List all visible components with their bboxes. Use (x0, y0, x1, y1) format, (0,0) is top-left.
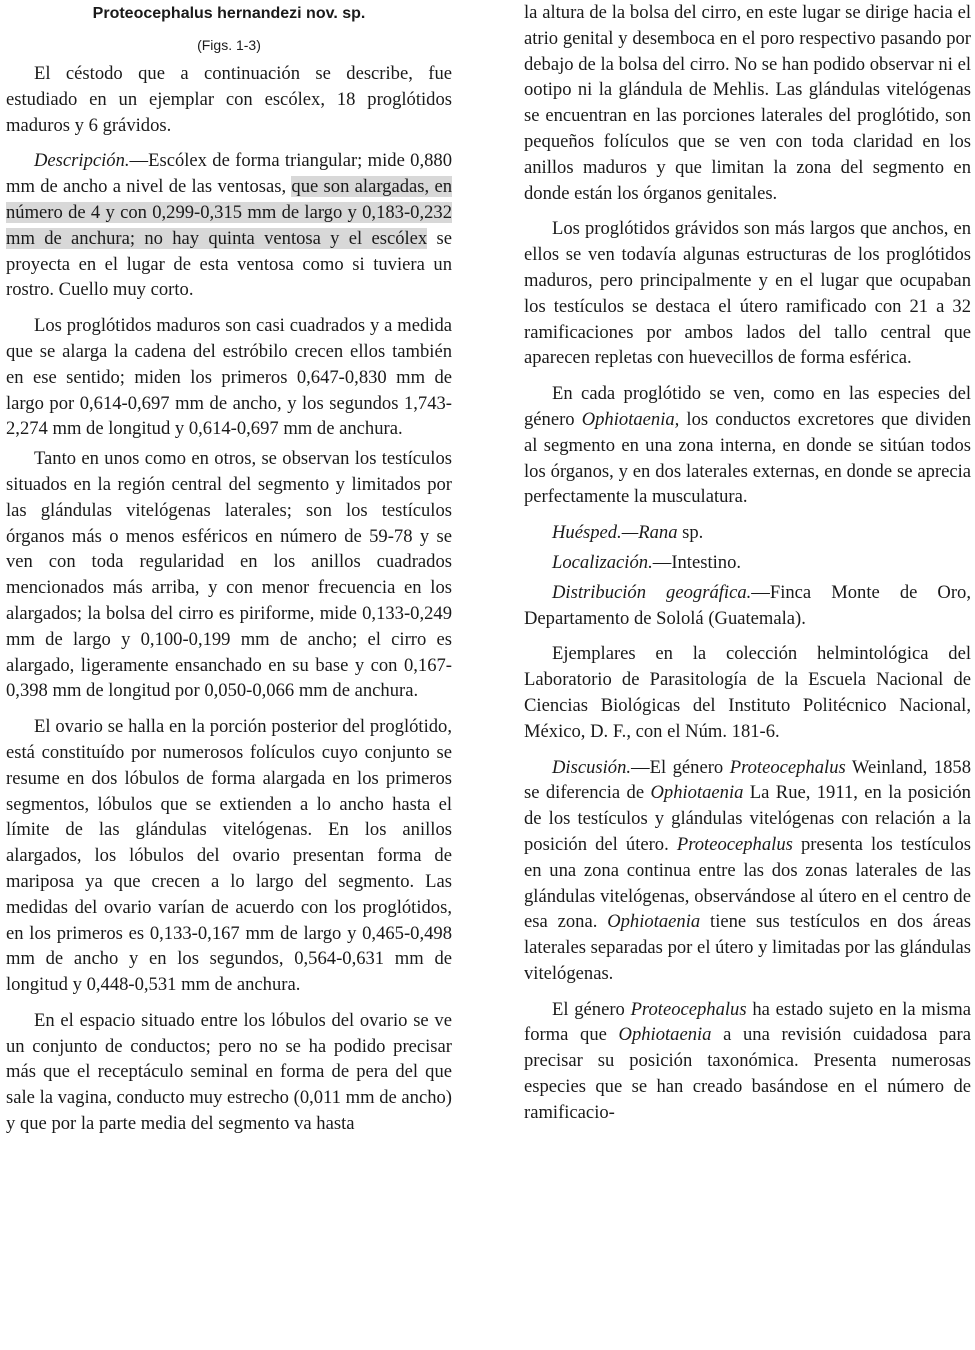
location-line (524, 550, 971, 576)
right-column (524, 0, 971, 1136)
discussion-text: tiene sus testículos en dos áreas laterales separadas por el útero y limitadas por las glándulas vitelógenas. (524, 911, 971, 984)
genus-name: Ophiotaenia (650, 782, 744, 804)
discussion-text: Weinland, 1858 se diferencia de (524, 756, 971, 804)
ovary-paragraph: El ovario se halla en la porción posterior del proglótido, está constituído por numerosos folículos cuyo conjunto se resume en dos lóbulos de forma alargada en los primeros segmentos, lóbulos que se extienden a lo ancho hasta el límite de las glándulas vitelógenas. En los anillos alargados, los lóbulos del ovario presentan forma de mariposa ya que crecen a lo largo del segmento. Las medidas del ovario varían de acuerdo con los proglótidos, en los primeros es 0,133-0,167 mm de largo y 0,465-0,498 mm de ancho y en los segundos, 0,564-0,631 mm de longitud y 0,448-0,531 mm de anchura. (6, 716, 452, 996)
genus-name: Proteocephalus (676, 833, 793, 855)
genus-name: Ophiotaenia (607, 911, 701, 933)
description-text-highlighted: que son alargadas, en número de 4 y con 0,299-0,315 mm de largo y 0,183-0,232 mm de anchura; no hay quinta ventosa y el escólex (6, 176, 452, 249)
testicles-paragraph: Tanto en unos como en otros, se observan los testículos situados en la región central del segmento y limitados por las glándulas vitelógenas laterales; son los testículos órganos más o menos esféricos en número de 59-78 y se ven con toda regularidad en los anillos cuadrados mencionados más arriba, y con menor frecuencia en los alargados; la bolsa del cirro es piriforme, mide 0,133-0,249 mm de largo y 0,100-0,199 mm de ancho; el cirro es alargado, ligeramente ensanchado en su base y con 0,167-0,398 mm de longitud por 0,050-0,066 mm de anchura. (6, 448, 452, 702)
space-paragraph: En el espacio situado entre los lóbulos del ovario se ve un conjunto de conductos; pero no se ha podido precisar más que el receptáculo seminal en forma de pera del que sale la vagina, conducto muy estrecho (0,011 mm de ancho) y que por la parte media del segmento va hasta (6, 1009, 452, 1135)
genus-name: Proteocephalus (729, 756, 846, 778)
distribution-value: —Finca Monte de Oro, Departamento de Sololá (Guatemala). (524, 581, 971, 629)
intro-paragraph: El céstodo que a continuación se describe, fue estudiado en un ejemplar con escólex, 18 proglótidos maduros y 6 grávidos. (6, 63, 452, 136)
distribution-label: Distribución geográfica. (552, 581, 752, 603)
location-label: Localización. (552, 551, 653, 573)
description-text-b: se proyecta en el lugar de esta ventosa como si tuviera un rostro. Cuello muy corto. (6, 227, 452, 301)
host-line (524, 520, 971, 546)
description-label: Descripción. (34, 150, 130, 172)
distribution-line (524, 580, 971, 632)
host-value: sp. (677, 522, 704, 544)
specimens-paragraph: Ejemplares en la colección helmintológica del Laboratorio de Parasitología de la Escuela Nacional de Ciencias Biológicas del Instituto Politécnico Nacional, México, D. F., con el Núm. 181-6. (524, 643, 971, 742)
description-paragraph (6, 148, 452, 303)
excretory-paragraph (524, 381, 971, 510)
genus-name: Ophiotaenia (618, 1024, 712, 1046)
excretory-text-b: los conductos excretores que dividen al segmento en una zona interna, en donde se sitúan todos los órganos, y en dos laterales externas, en donde se aprecia perfectamente la musculatura. (524, 408, 971, 508)
description-text-a: —Escólex de forma triangular; mide 0,880 mm de ancho a nivel de las ventosas, (6, 150, 452, 198)
species-title: Proteocephalus hernandezi nov. sp. (92, 5, 366, 22)
revision-text: a una revisión cuidadosa para precisar su posición taxonómica. Presenta numerosas especies que se han creado basándose en el número de ramificacio- (524, 1024, 971, 1123)
revision-text: El género (552, 998, 631, 1020)
genus-name: Ophiotaenia, (581, 408, 680, 430)
discussion-text: La Rue, 1911, en la posición de los testículos y glándulas vitelógenas con relación a la posición del útero. (524, 782, 971, 855)
genus-name: Proteocephalus (630, 998, 747, 1020)
discussion-paragraph (524, 755, 971, 987)
mature-proglottids-paragraph: Los proglótidos maduros son casi cuadrados y a medida que se alarga la cadena del estróbilo crecen ellos también en ese sentido; miden los primeros 0,647-0,830 mm de largo por 0,614-0,697 mm de ancho, y los segundos 1,743-2,274 mm de longitud y 0,614-0,697 mm de anchura. (6, 315, 452, 440)
host-label: Huésped.—Rana (552, 522, 678, 544)
discussion-label: Discusión. (552, 756, 632, 778)
gravid-proglottids-paragraph: Los proglótidos grávidos son más largos que anchos, en ellos se ven todavía algunas estructuras de los proglótidos maduros, pero principalmente y en el lugar que ocupaban los testículos se destaca el útero ramificado con 21 a 32 ramificaciones por ambos lados del tallo central que aparecen repletas con huevecillos de forma esférica. (524, 218, 971, 369)
continuation-paragraph: la altura de la bolsa del cirro, en este lugar se dirige hacia el atrio genital y desemboca en el poro respectivo pasando por debajo de la bolsa del cirro. No se han podido observar ni el ootipo ni la glándula de Mehlis. Las glándulas vitelógenas se encuentran en las porciones laterales del proglótido, son pequeños folículos que se ven con toda claridad en los anillos maduros y que limitan la zona del segmento en donde están los órganos genitales. (524, 2, 971, 204)
discussion-text: —El género (631, 756, 730, 778)
left-column (6, 0, 452, 1147)
genus-revision-paragraph (524, 997, 971, 1126)
excretory-text-a: En cada proglótido se ven, como en las especies del género (524, 383, 971, 430)
location-value: —Intestino. (652, 551, 742, 573)
revision-text: ha estado sujeto en la misma forma que (524, 998, 971, 1046)
discussion-text: presenta los testículos en una zona continua entre las dos zonas laterales de las glándulas vitelógenas, observándose al útero en el centro de esa zona. (524, 833, 971, 933)
figures-reference: (Figs. 1-3) (197, 37, 261, 53)
